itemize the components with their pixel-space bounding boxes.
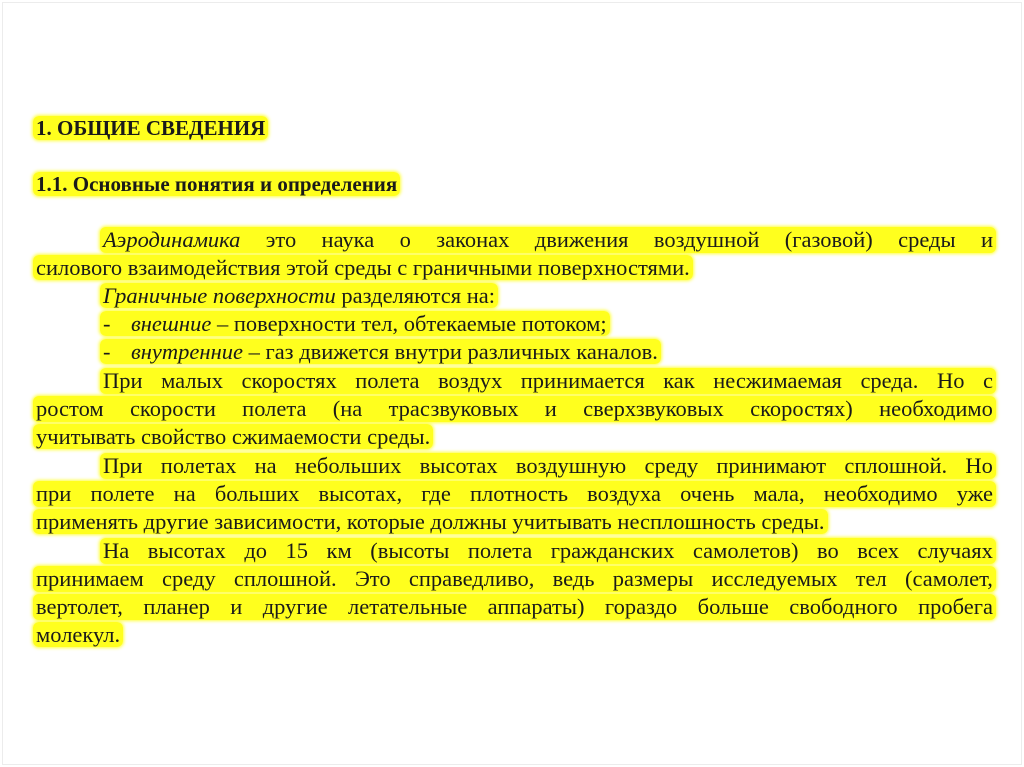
- word: принимается: [520, 368, 645, 393]
- paragraph-line: Граничные поверхности разделяются на:: [100, 283, 990, 309]
- word: принимают: [716, 453, 827, 478]
- paragraph-line: молекул.: [33, 622, 990, 648]
- paragraph-line: [100, 538, 996, 564]
- word: ведь: [552, 566, 595, 591]
- word: на: [254, 453, 277, 478]
- paragraph-line: [100, 453, 996, 479]
- word: гораздо: [604, 594, 678, 619]
- word: необходимо: [823, 481, 938, 506]
- word: это: [265, 227, 297, 252]
- word: сплошной.: [844, 453, 948, 478]
- word: планер: [143, 594, 210, 619]
- word: справедливо,: [408, 566, 535, 591]
- word: сверхзвуковых: [583, 396, 724, 421]
- word: высотах,: [318, 481, 403, 506]
- word: среды: [898, 227, 956, 252]
- list-item: - внешние – поверхности тел, обтекаемые потоком;: [100, 311, 990, 337]
- word: и: [980, 227, 993, 252]
- word: 15: [285, 538, 309, 563]
- word: (высоты: [370, 538, 450, 563]
- paragraph-line: учитывать свойство сжимаемости среды.: [33, 424, 990, 450]
- word: полетах: [160, 453, 237, 478]
- word: другие: [262, 594, 328, 619]
- word: воздуха: [587, 481, 661, 506]
- list-item: - внутренние – газ движется внутри различных каналов.: [100, 339, 990, 365]
- word: небольших: [294, 453, 402, 478]
- word: мала,: [753, 481, 805, 506]
- word: полете: [90, 481, 155, 506]
- word: (газовой): [784, 227, 873, 252]
- paragraph-line: применять другие зависимости, которые должны учитывать несплошность среды.: [33, 509, 990, 535]
- word: летательные: [348, 594, 468, 619]
- word: вертолет,: [36, 594, 123, 619]
- word: аппараты): [487, 594, 585, 619]
- word: гражданских: [550, 538, 675, 563]
- paragraph-line: [33, 566, 996, 592]
- word: высотах: [419, 453, 498, 478]
- section-heading: 1. ОБЩИЕ СВЕДЕНИЯ: [33, 114, 268, 142]
- word: (самолет,: [905, 566, 993, 591]
- word: принимаем: [36, 566, 144, 591]
- word: очень: [680, 481, 735, 506]
- word: скорости: [129, 396, 216, 421]
- word: пробега: [918, 594, 993, 619]
- word: км: [326, 538, 352, 563]
- paragraph-line: силового взаимодействия этой среды с граничными поверхностями.: [33, 255, 990, 281]
- word: больше: [697, 594, 769, 619]
- word: высотах: [147, 538, 226, 563]
- paragraph-line: [33, 396, 996, 422]
- paragraph-line: [33, 594, 996, 620]
- word: воздушной: [653, 227, 760, 252]
- word: воздух: [438, 368, 503, 393]
- paragraph-line: [100, 368, 996, 394]
- subsection-heading: 1.1. Основные понятия и определения: [33, 170, 400, 198]
- word: на: [173, 481, 196, 506]
- word: во: [817, 538, 839, 563]
- word: среда.: [860, 368, 919, 393]
- word: самолетов): [692, 538, 799, 563]
- word: ростом: [36, 396, 104, 421]
- word: и: [230, 594, 243, 619]
- word: полета: [242, 396, 307, 421]
- word: среду: [644, 453, 699, 478]
- word: исследуемых: [711, 566, 838, 591]
- word: полета: [355, 368, 420, 393]
- word: о: [399, 227, 411, 252]
- word: скоростях: [241, 368, 337, 393]
- term-aerodynamics: Аэродинамика: [103, 227, 241, 252]
- word: сплошной.: [233, 566, 337, 591]
- word: где: [421, 481, 451, 506]
- word: движения: [534, 227, 629, 252]
- word: больших: [214, 481, 300, 506]
- paragraph-line: [33, 481, 996, 507]
- word: полета: [467, 538, 533, 563]
- word: малых: [161, 368, 223, 393]
- word: как: [663, 368, 695, 393]
- word: При: [103, 368, 143, 393]
- word: среду: [161, 566, 216, 591]
- word: уже: [956, 481, 993, 506]
- word: трасзвуковых: [388, 396, 519, 421]
- word: Но: [965, 453, 993, 478]
- word: При: [103, 453, 143, 478]
- word: плотность: [469, 481, 568, 506]
- word: скоростях): [750, 396, 853, 421]
- word: с: [983, 368, 993, 393]
- word: случаях: [917, 538, 993, 563]
- word: Это: [354, 566, 391, 591]
- word: (на: [332, 396, 363, 421]
- term-boundary-surfaces: Граничные поверхности: [103, 283, 336, 308]
- word: наука: [321, 227, 375, 252]
- paragraph-line: [100, 227, 996, 253]
- word: законах: [436, 227, 510, 252]
- word: размеры: [612, 566, 694, 591]
- word: при: [36, 481, 72, 506]
- word: до: [244, 538, 268, 563]
- word: воздушную: [515, 453, 627, 478]
- word: На: [103, 538, 130, 563]
- word: всех: [857, 538, 899, 563]
- word: Но: [936, 368, 965, 393]
- word: тел: [855, 566, 887, 591]
- word: и: [544, 396, 557, 421]
- word: свободного: [789, 594, 898, 619]
- word: необходимо: [879, 396, 993, 421]
- word: несжимаемая: [713, 368, 842, 393]
